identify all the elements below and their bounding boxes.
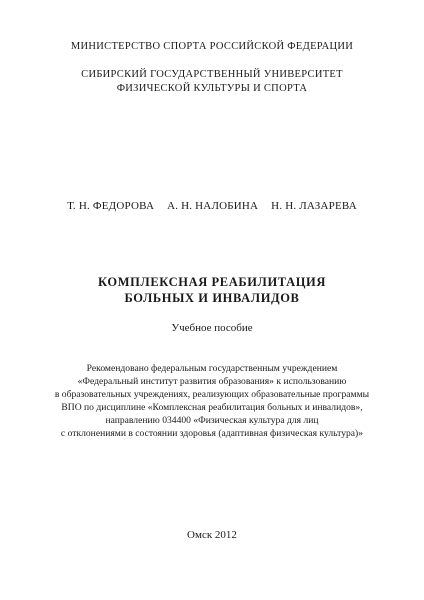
book-type: Учебное пособие <box>171 322 253 334</box>
author-name: Н. Н. ЛАЗАРЕВА <box>271 200 357 212</box>
recommendation-line: с отклонениями в состоянии здоровья (адаптивная физическая культура)» <box>60 428 364 439</box>
book-title-line-1: КОМПЛЕКСНАЯ РЕАБИЛИТАЦИЯ <box>98 275 326 289</box>
publication-place-year: Омск 2012 <box>187 529 237 541</box>
recommendation-line: направлению 034400 «Физическая культура для лиц <box>105 415 319 426</box>
university-name-line-2: ФИЗИЧЕСКОЙ КУЛЬТУРЫ И СПОРТА <box>116 83 308 94</box>
recommendation-line: Рекомендовано федеральным государственным учреждением <box>86 363 338 374</box>
recommendation-line: в образовательных учреждениях, реализующих образовательные программы <box>54 389 370 400</box>
ministry-name: МИНИСТЕРСТВО СПОРТА РОССИЙСКОЙ ФЕДЕРАЦИИ <box>70 41 354 52</box>
recommendation-line: «Федеральный институт развития образования» к использованию <box>77 376 347 387</box>
university-name-line-1: СИБИРСКИЙ ГОСУДАРСТВЕННЫЙ УНИВЕРСИТЕТ <box>81 69 343 80</box>
author-name: А. Н. НАЛОБИНА <box>167 200 259 212</box>
recommendation-line: ВПО по дисциплине «Комплексная реабилитация больных и инвалидов», <box>61 402 363 413</box>
book-title-line-2: БОЛЬНЫХ И ИНВАЛИДОВ <box>124 291 300 305</box>
authors-line <box>0 201 424 212</box>
author-name: Т. Н. ФЕДОРОВА <box>67 200 155 212</box>
